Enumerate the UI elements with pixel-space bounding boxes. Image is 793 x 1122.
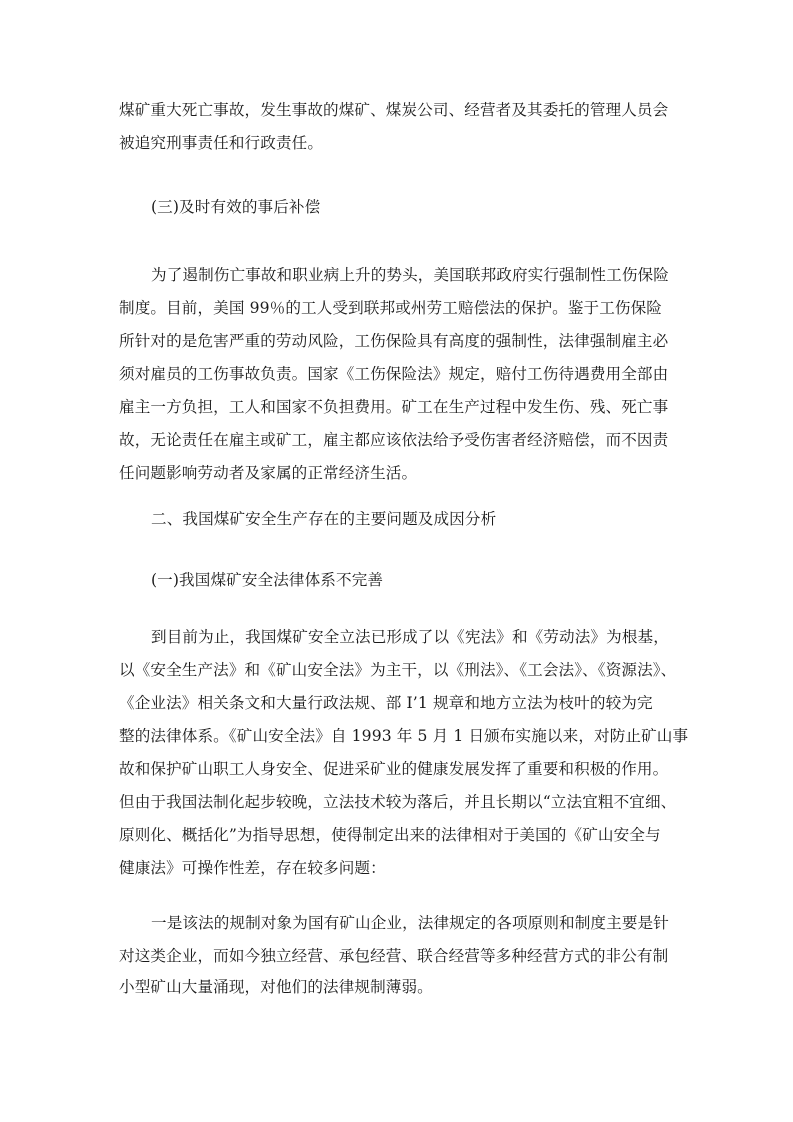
text-line: 《企业法》相关条文和大量行政法规、部 I’1 规章和地方立法为枝叶的较为完: [119, 694, 653, 712]
text-line: 制度。目前，美国 99％的工人受到联邦或州劳工赔偿法的保护。鉴于工伤保险: [119, 299, 662, 317]
paragraph-legal-system: [119, 621, 689, 885]
text-line: 对这类企业，而如今独立经营、承包经营、联合经营等多种经营方式的非公有制: [119, 947, 669, 965]
subheading-text: (三)及时有效的事后补偿: [151, 198, 321, 216]
text-line: 雇主一方负担，工人和国家不负担费用。矿工在生产过程中发生伤、残、死亡事: [119, 398, 669, 416]
text-line: 故，无论责任在雇主或矿工，雇主都应该依法给予受伤害者经济赔偿，而不因责: [119, 431, 669, 449]
subheading-timely-compensation: [119, 191, 679, 224]
text-line: 一是该法的规制对象为国有矿山企业，法律规定的各项原则和制度主要是针: [151, 914, 669, 932]
section-heading-problems: [119, 503, 679, 536]
text-line: 但由于我国法制化起步较晚，立法技术较为落后，并且长期以“立法宜粗不宜细、: [119, 793, 677, 811]
text-line: 任问题影响劳动者及家属的正常经济生活。: [119, 464, 418, 482]
text-line: 整的法律体系。《矿山安全法》自 1993 年 5 月 1 日颁布实施以来，对防止矿山事: [119, 727, 689, 745]
text-line: 原则化、概括化”为指导思想，使得制定出来的法律相对于美国的《矿山安全与: [119, 826, 661, 844]
paragraph-workers-compensation: [119, 259, 679, 490]
text-line: 所针对的是危害严重的劳动风险，工伤保险具有高度的强制性，法律强制雇主必: [119, 332, 669, 350]
text-line: 到目前为止，我国煤矿安全立法已形成了以《宪法》和《劳动法》为根基，: [151, 628, 669, 646]
text-line: 健康法》可操作性差，存在较多问题：: [119, 859, 386, 877]
text-line: 煤矿重大死亡事故，发生事故的煤矿、煤炭公司、经营者及其委托的管理人员会: [119, 101, 669, 119]
heading-text: 二、我国煤矿安全生产存在的主要问题及成因分析: [151, 510, 497, 528]
paragraph-continuation: [119, 94, 679, 160]
text-line: 须对雇员的工伤事故负责。国家《工伤保险法》规定，赔付工伤待遇费用全部由: [119, 365, 669, 383]
text-line: 以《安全生产法》和《矿山安全法》为主干，以《刑法》、《工会法》、《资源法》、: [119, 661, 677, 679]
text-line: 故和保护矿山职工人身安全、促进采矿业的健康发展发挥了重要和积极的作用。: [119, 760, 669, 778]
subheading-text: (一)我国煤矿安全法律体系不完善: [151, 571, 384, 589]
text-line: 小型矿山大量涌现，对他们的法律规制薄弱。: [119, 978, 433, 996]
subheading-legal-system: [119, 564, 679, 597]
text-line: 为了遏制伤亡事故和职业病上升的势头，美国联邦政府实行强制性工伤保险: [151, 266, 669, 284]
text-line: 被追究刑事责任和行政责任。: [119, 134, 324, 152]
paragraph-first-problem: [119, 907, 679, 1004]
